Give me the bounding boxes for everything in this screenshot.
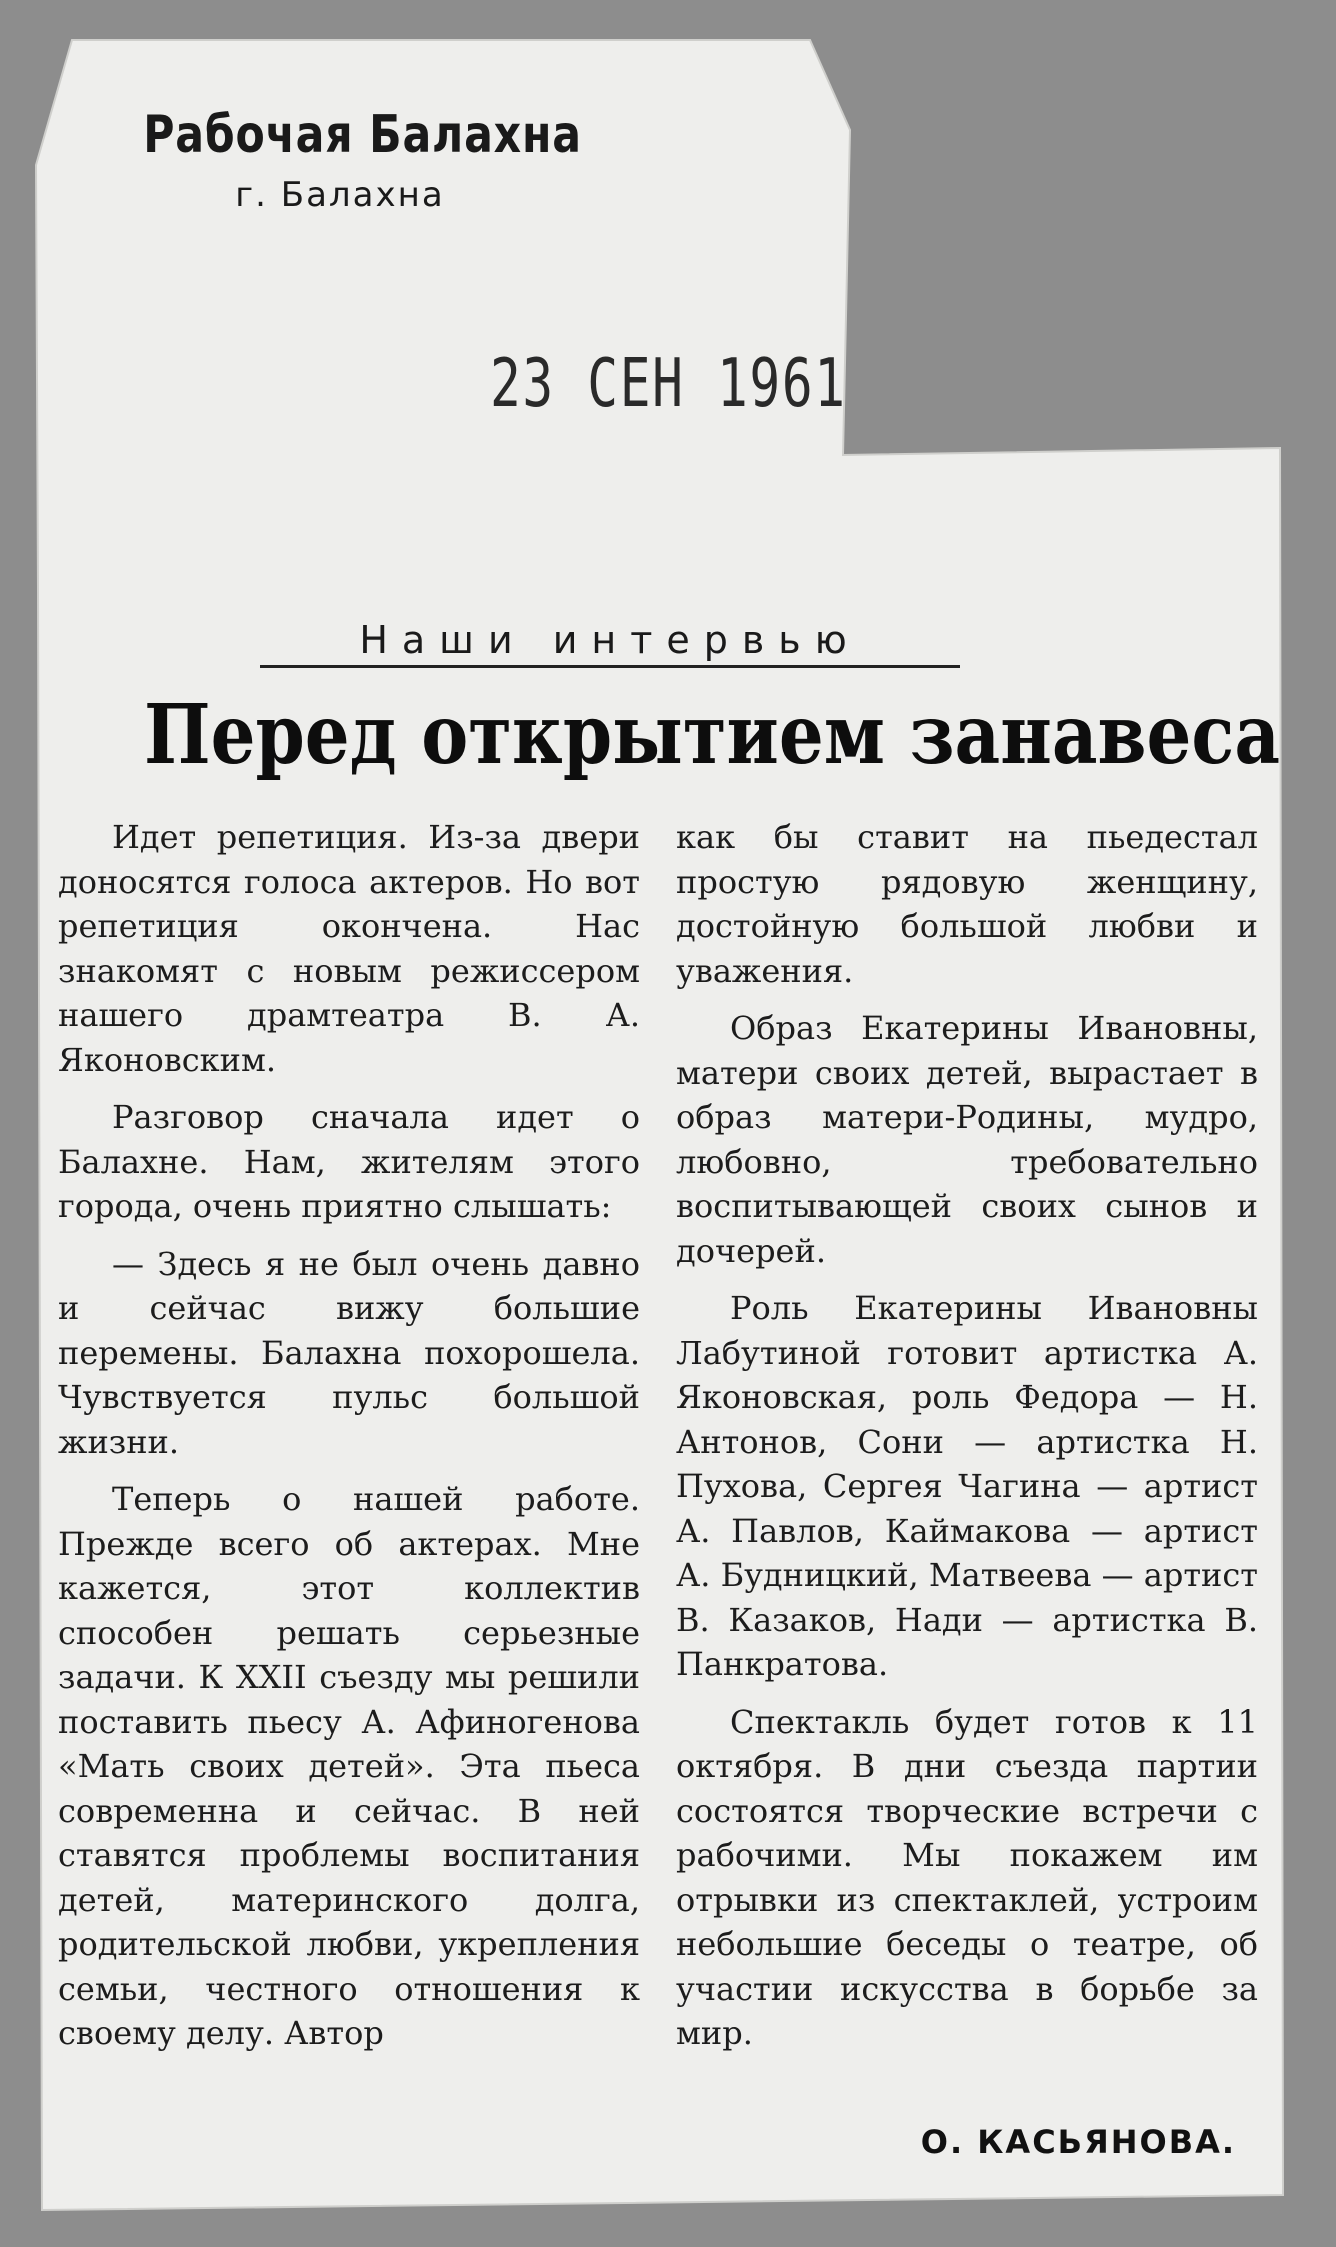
article-rubric: Наши интервью (260, 615, 960, 668)
paragraph: Образ Екатерины Ивановны, матери своих детей, вырастает в образ матери-Родины, мудро, любовно, требовательно воспитывающей своих сынов и дочерей. (676, 1009, 1258, 1270)
date-stamp: 23 СЕН 1961 (490, 345, 847, 423)
paragraph: Разговор сначала идет о Балахне. Нам, жителям этого города, очень приятно слышать: (58, 1098, 640, 1225)
paragraph: Идет репетиция. Из-за двери доносятся голоса актеров. Но вот репетиция окончена. Нас знакомят с новым режиссером нашего драмтеатра В. А. Яконовским. (58, 818, 640, 1079)
paragraph: — Здесь я не был очень давно и сейчас вижу большие перемены. Балахна похорошела. Чувствуется пульс большой жизни. (58, 1244, 640, 1461)
article-column-left (58, 815, 640, 2069)
article-column-right (676, 815, 1258, 2069)
newspaper-city: г. Балахна (235, 175, 445, 215)
paragraph: Теперь о нашей работе. Прежде всего об актерах. Мне кажется, этот коллектив способен решать серьезные задачи. К XXII съезду мы решили поставить пьесу А. Афиногенова «Мать своих детей». Эта пьеса современна и сейчас. В ней ставятся проблемы воспитания детей, материнского долга, родительской любви, укрепления семьи, честного отношения к своему делу. Автор (58, 1480, 640, 2052)
newspaper-name: Рабочая Балахна (143, 105, 582, 165)
masthead (100, 100, 580, 220)
article-title: Перед открытием занавеса (144, 687, 1281, 783)
paragraph: Спектакль будет готов к 11 октября. В дни съезда партии состоятся творческие встречи с рабочими. Мы покажем им отрывки из спектаклей, устроим небольшие беседы о театре, об участии искусства в борьбе за мир. (676, 1702, 1258, 2052)
paragraph: как бы ставит на пьедестал простую рядовую женщину, достойную большой любви и уважения. (676, 818, 1258, 990)
paragraph: Роль Екатерины Ивановны Лабутиной готовит артистка А. Яконовская, роль Федора — Н. Антонов, Сони — артистка Н. Пухова, Сергея Чагина — артист А. Павлов, Каймакова — артист А. Будницкий, Матвеева — артист В. Казаков, Нади — артистка В. Панкратова. (676, 1289, 1258, 1683)
author-signature: О. КАСЬЯНОВА. (920, 2123, 1236, 2161)
